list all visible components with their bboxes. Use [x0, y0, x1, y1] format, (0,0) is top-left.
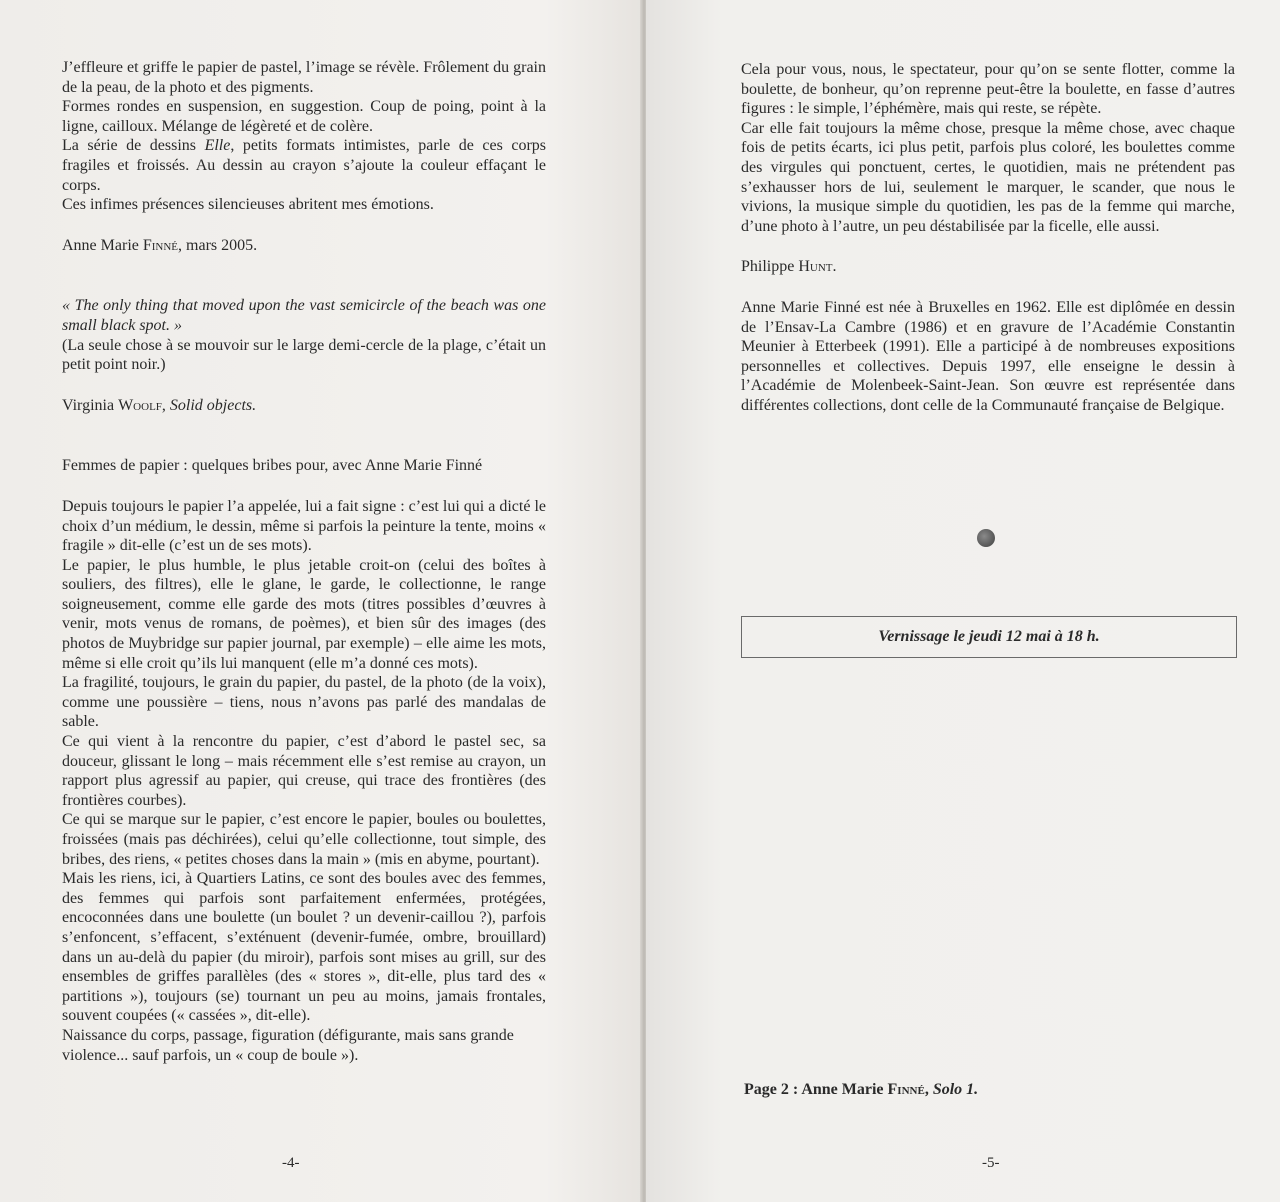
essay-paragraph: Ce qui vient à la rencontre du papier, c’est d’abord le pastel sec, sa douceur, glissant le long – mais récemment elle s’est remise au crayon, un rapport plus agressif au papier, qui creuse, qui trace des frontières (des frontières courbes).	[62, 733, 546, 809]
essay-paragraph: Depuis toujours le papier l’a appelée, lui a fait signe : c’est lui qui a dicté le choix d’un médium, le dessin, même si parfois la peinture la tente, moins « fragile » dit-elle (c’est un de ses mots).	[62, 497, 546, 555]
page-right	[646, 0, 1280, 1202]
essay-paragraph: Car elle fait toujours la même chose, presque la même chose, avec chaque fois de petits écarts, ici plus petit, parfois plus coloré, les boulettes comme des virgules qui ponctuent, certes, le quotidien, mais ne prétendent pas s’exhausser hors de lui, seulement le marquer, le scander, que nous le vivions, la musique simple du quotidien, les pas de la femme qui marche, d’une photo à l’autre, un peu déstabilisée par la ficelle, elle aussi.	[741, 119, 1235, 235]
artist-signature: Anne Marie Finné, mars 2005.	[62, 236, 258, 254]
artist-bio: Anne Marie Finné est née à Bruxelles en 1962. Elle est diplômée en dessin de l’Ensav-La Cambre (1986) et en gravure de l’Académie Constantin Meunier à Etterbeek (1991). Elle a participé à de nombreuses expositions personnelles et collectives. Depuis 1997, elle enseigne le dessin à l’Académie de Molenbeek-Saint-Jean. Son œuvre est représentée dans différentes collections, dont celle de la Communauté française de Belgique.	[741, 298, 1235, 414]
series-paragraph: La série de dessins Elle, petits formats intimistes, parle de ces corps fragiles et froissés. Au dessin au crayon s’ajoute la couleur effaçant le corps.	[62, 137, 547, 194]
author-signature: Philippe Hunt.	[741, 258, 837, 276]
woolf-quote-english: « The only thing that moved upon the vast semicircle of the beach was one small black spot. »	[62, 297, 546, 334]
woolf-quote-french: (La seule chose à se mouvoir sur le large demi-cercle de la plage, c’était un petit point noir.)	[62, 336, 546, 374]
essay-paragraph: Naissance du corps, passage, figuration (défigurante, mais sans grande violence... sauf parfois, un « coup de boule »).	[62, 1026, 514, 1064]
right-text-column	[741, 60, 1235, 416]
intro-paragraph: Formes rondes en suspension, en suggestion. Coup de poing, point à la ligne, cailloux. Mélange de légèreté et de colère.	[62, 98, 546, 135]
essay-paragraph: Le papier, le plus humble, le plus jetable croit-on (celui des boîtes à souliers, des filtres), elle le glane, le garde, le collectionne, le range soigneusement, comme elle garde des mots (titres possibles d’œuvres à venir, mots venus de romans, de poèmes), et bien sûr des images (des photos de Muybridge sur papier journal, par exemple) – elle aime les mots, même si elle croit qu’ils lui manquent (elle m’a donné ces mots).	[62, 556, 546, 672]
image-caption: Page 2 : Anne Marie Finné, Solo 1.	[744, 1081, 979, 1098]
separator-dot-icon	[977, 529, 995, 547]
page-number-left: -4-	[282, 1155, 300, 1171]
intro-paragraph: Ces infimes présences silencieuses abritent mes émotions.	[62, 196, 434, 214]
essay-paragraph: Cela pour vous, nous, le spectateur, pour qu’on se sente flotter, comme la boulette, de bonheur, qu’on reprenne peut-être la boulette, en fasse d’autres figures : le simple, l’éphémère, mais qui reste, se répète.	[741, 61, 1235, 118]
intro-paragraph: J’effleure et griffe le papier de pastel, l’image se révèle. Frôlement du grain de la peau, de la photo et des pigments.	[62, 59, 546, 96]
essay-paragraph: Mais les riens, ici, à Quartiers Latins, ce sont des boules avec des femmes, des femmes qui parfois sont parfaitement enfermées, protégées, encoconnées dans une boulette (un boulet ? un devenir-caillou ?), parfois s’enfoncent, s’effacent, s’exténuent (devenir-fumée, ombre, brouillard) dans un au-delà du papier (du miroir), parfois sont mises au grill, sur des ensembles de griffes parallèles (des « stores », dit-elle, plus tard des « partitions »), toujours (se) tournant un peu au moins, jamais frontales, souvent coupées (« cassées », dit-elle).	[62, 870, 546, 1025]
essay-paragraph: La fragilité, toujours, le grain du papier, du pastel, de la photo (de la voix), comme une poussière – tiens, nous n’avons pas parlé des mandalas de sable.	[62, 674, 546, 731]
essay-paragraph: Ce qui se marque sur le papier, c’est encore le papier, boules ou boulettes, froissées (mais pas déchirées), celui qu’elle collectionne, tout simple, des bribes, des riens, « petites choses dans la main » (mis en abyme, pourtant).	[62, 811, 546, 868]
page-number-right: -5-	[982, 1155, 1000, 1171]
quote-attribution: Virginia Woolf, Solid objects.	[62, 396, 257, 414]
vernissage-box: Vernissage le jeudi 12 mai à 18 h.	[741, 616, 1237, 658]
essay-body	[62, 497, 546, 1065]
series-title: Elle	[204, 137, 231, 155]
essay-title: Femmes de papier : quelques bribes pour, avec Anne Marie Finné	[62, 457, 483, 475]
left-text-column	[62, 58, 546, 1065]
